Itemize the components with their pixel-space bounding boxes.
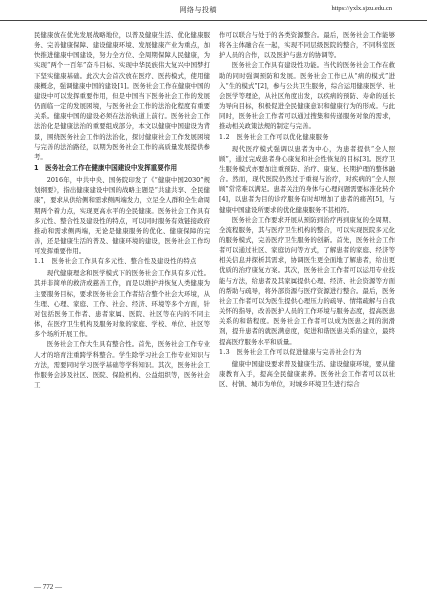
- subsection-heading: 1.2 医务社会工作可以优化健康服务: [219, 133, 329, 141]
- subsection-heading: 1.3 医务社会工作可以促进健康与完善社会行为: [219, 348, 362, 356]
- paragraph: 医务社会工作具有建设性功能。当代的医务社会工作在救助的同时强调预防和发展。医务社会工作已从“病的模式”进入“生的模式”[2]，参与公共卫生服务，综合运用健康医学、社会医学等理论，从社区角度出发，以疾病的预防、寿命的延长为导向目标，积极促进全民健康意识和健康行为的形成。与此同时，医务社会工作者可以通过搜集和传递服务对象的需求，推动相关政策法规的制定与完善。: [219, 61, 395, 131]
- paragraph: 作可以联合与处于的各类资源整合。最后，医务社会工作能够将各主体融合在一起，实现不同层级医院的整合，不同科室医护人员的合作，以及医护与患方的协调等。: [219, 31, 395, 60]
- paragraph: 现代健康理念和医学模式下的医务社会工作具有多元性。其并非简单的救济或慈善工作，而是以维护并恢复人类健康为主要服务目标，要求医务社会工作者结合整个社会大环境，从生理、心理、家庭、工作、社会、经济、环境等多个方面，针对包括医务工作者、患者家属、医院、社区等在内的不同主体，在医疗卫生机构及服务对象的家庭、学校、单位、社区等多个场所开展工作。: [34, 269, 210, 339]
- page-number: — 772 —: [34, 583, 62, 591]
- left-column: [34, 30, 210, 390]
- subsection-heading: 1.1 医务社会工作具有多元性、整合性及建设性的特点: [34, 258, 197, 266]
- running-header: [0, 0, 427, 21]
- right-column: [219, 30, 395, 389]
- paragraph: 健康中国建设要求普及健康生活、建设健康环境，要从健康教育入手，提高全民健康素养。医务社会工作者可以以社区、村镇、城市为单位，对城乡环境卫生进行综合: [219, 359, 395, 388]
- journal-url: https://yxlx.sjzu.edu.cn: [331, 5, 392, 12]
- section-heading: 1 医务社会工作在健康中国建设中发挥重要作用: [34, 164, 178, 173]
- paragraph: 民健康放在优先发展战略地位，以普及健康生活、优化健康服务、完善健康保障、建设健康环境、发展健康产业为重点，加快推进健康中国建设，努力全方位、全周期保障人民健康，为实现“两个一百年”奋斗目标、实现中华民族伟大复兴中国梦打下坚实健康基础。此次大会首次放在医疗、医药模式，使用健康概念，强调健康中国的建设[1]。医务社会工作在健康中国的建设中可以发挥重要作用，但是中国当下医务社会工作的发展仍面临一定的发展困境，与医务社会工作的法治化程度有重要关系。健康中国的建设必须在法治轨道上前行。医务社会工作法治化是健康法治的重要组成部分，本文以健康中国建设为背景，围绕医务社会工作的法治化，探讨健康社会工作发展困境与完善的法治路径，以期为医务社会工作的高质量发展提供参考。: [34, 31, 210, 161]
- paragraph: 现代医疗模式强调以患者为中心，为患者提供“全人照顾”，通过完成患者身心康复和社会性恢复的目标[3]。医疗卫生服务模式亦要加注重预防、治疗、康复、长期护理的整体融合。然而，现代医院仍然过于重视与治疗，对疾病的“全人照顾”常常难以满足。患者关注的身体与心理问题需要标准化转介[4]，以患者为目的诊疗服务有时却增加了患者的痛苦[5]，与健康中国建设所要求的优化健康服务不甚相符。: [219, 144, 395, 214]
- journal-name: 网络与投稿: [179, 6, 217, 14]
- paragraph: 2016年，中共中央、国务院印发了《“健康中国2030”规划纲要》，指出健康建设中国的战略主题是“共建共享、全民健康”，要求从供给侧和需求侧两端发力，立足全人群和全生命周期两个着力点，实现更高水平的全民健康。医务社会工作具有多元性、整合性及建设性的特点，可以同时服务有效链接政府推动和需求侧两端，无论是健康服务的优化、健康保障的完善，还是健康生活的普及、健康环境的建设，医务社会工作均可发挥重要作用。: [34, 176, 210, 256]
- paragraph: 医务社会工作大生具有整合性。首先，医务社会工作专业人才的培育注重跨学科整合。学生除学习社会工作专业知识与方法，需要同时学习医学基础等学科知识。其次，医务社会工作服务会涉及社区、医院、保险机构、公益组织等，医务社会工: [34, 340, 210, 389]
- paragraph: 医务社会工作要求开展从预防到治疗再到康复的全周期、全流程服务，其与医疗卫生机构的整合，可以实现医院多元化的服务模式，完善医疗卫生服务的创新。首先，医务社会工作者可以通过社区、家庭访问等方式，了解患者的家庭、经济等相关信息并探析其需求，协调医生更全面地了解患者，给出更优质的治疗康复方案。其次，医务社会工作者可以运用专业技能与方法，给患者及其家属提供心理、经济、社会资源等方面的帮助与疏导，将外部资源与医疗资源进行整合。最后，医务社会工作者可以为医生提供心理压力的疏导、情绪疏解与自我关怀的指导，改善医护人员的工作环境与服务态度，提高医患关系的和谐程度。医务社会工作者可以成为医患之间的润滑剂，提升患者的就医满意度，促进和谐医患关系的建立，最终提高医疗服务水平和质量。: [219, 215, 395, 346]
